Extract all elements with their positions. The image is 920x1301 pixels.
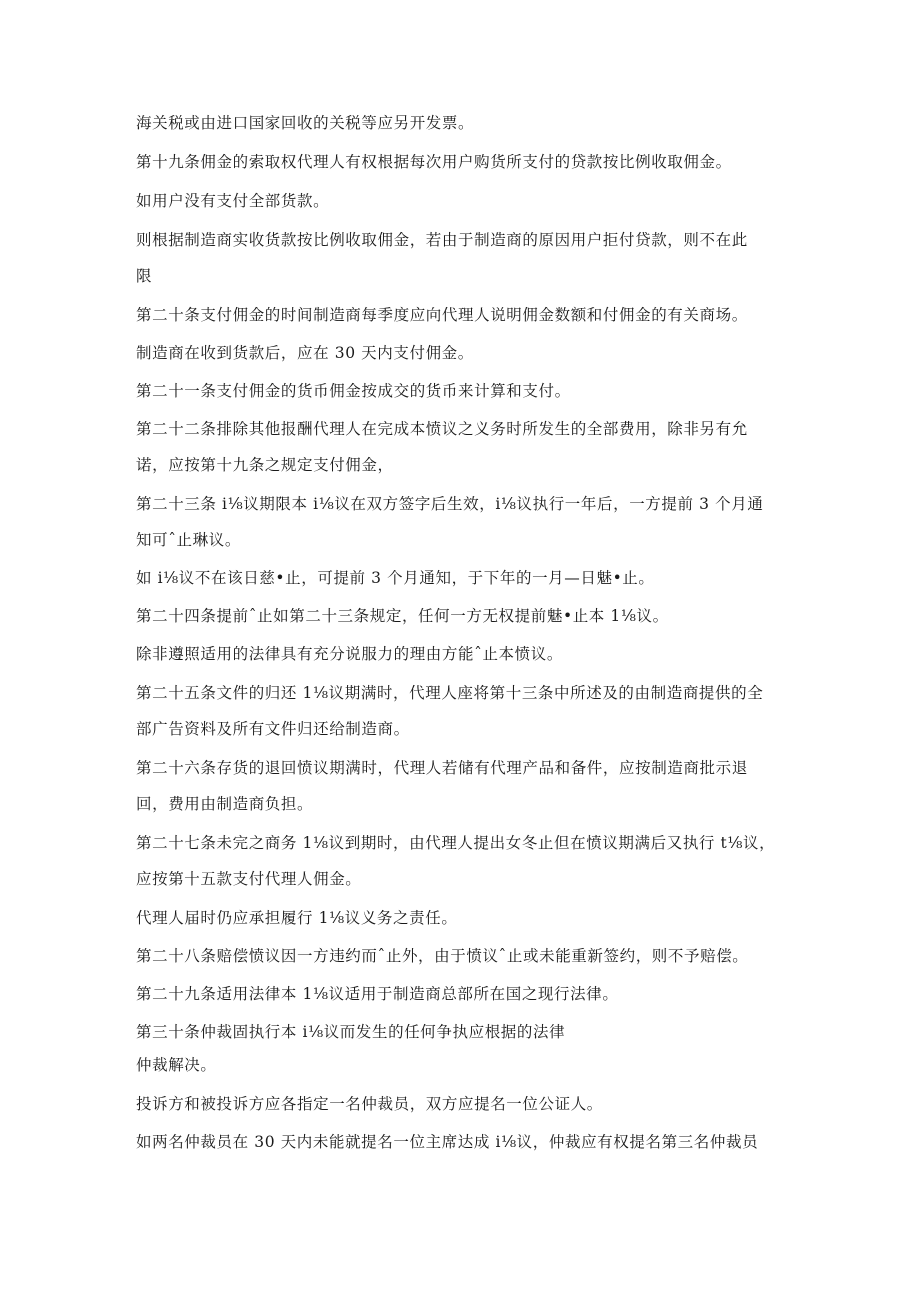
text-line: 第二十二条排除其他报酬代理人在完成本愤议之义务时所发生的全部费用，除非另有允 [136, 420, 748, 438]
text-line: 如 i⅛议不在该日慈•止，可提前 3 个月通知，于下年的一月—日魅•止。 [136, 569, 655, 587]
text-line: 除非遵照适用的法律具有充分说服力的理由方能ˆ止本愤议。 [136, 645, 563, 663]
text-line: 第二十一条支付佣金的货币佣金按成交的货币来计算和支付。 [136, 382, 571, 400]
text-line: 第二十九条适用法律本 1⅛议适用于制造商总部所在国之现行法律。 [136, 985, 619, 1003]
text-line: 第二十七条未完之商务 1⅛议到期时，由代理人提出女冬止但在愤议期满后又执行 t⅛议， [136, 834, 776, 852]
text-line: 第二十五条文件的归还 1⅛议期满时，代理人座将第十三条中所述及的由制造商提供的全 [136, 684, 764, 702]
text-line: 制造商在收到货款后，应在 30 天内支付佣金。 [136, 344, 474, 362]
text-line: 第二十八条赔偿愤议因一方违约而ˆ止外，由于愤议ˆ止或未能重新签约，则不予赔偿。 [136, 947, 749, 965]
text-line: 第二十六条存货的退回愤议期满时，代理人若储有代理产品和备件，应按制造商批示退 [136, 759, 748, 777]
text-line: 部广告资料及所有文件归还给制造商。 [136, 720, 410, 738]
text-line: 回，费用由制造商负担。 [136, 795, 314, 813]
text-line: 如用户没有支付全部货款。 [136, 192, 330, 210]
text-line: 第三十条仲裁固执行本 i⅛议而发生的任何争执应根据的法律 [136, 1023, 566, 1041]
text-line: 应按第十五款支付代理人佣金。 [136, 870, 362, 888]
text-line: 第二十四条提前ˆ止如第二十三条规定，任何一方无权提前魅•止本 1⅛议。 [136, 607, 669, 625]
text-line: 代理人届时仍应承担履行 1⅛议义务之责任。 [136, 909, 458, 927]
text-line: 海关税或由进口国家回收的关税等应另开发票。 [136, 114, 475, 132]
text-line: 则根据制造商实收货款按比例收取佣金，若由于制造商的原因用户拒付贷款，则不在此 [136, 231, 748, 249]
text-line: 限 [136, 267, 153, 285]
document-body [136, 113, 796, 1152]
text-line: 知可ˆ止琳议。 [136, 531, 241, 549]
text-line: 如两名仲裁员在 30 天内未能就提名一位主席达成 i⅛议，仲裁应有权提名第三名仲裁员 [136, 1133, 759, 1151]
text-line: 诺，应按第十九条之规定支付佣金， [136, 456, 394, 474]
text-line: 第二十条支付佣金的时间制造商每季度应向代理人说明佣金数额和付佣金的有关商场。 [136, 306, 748, 324]
text-line: 第十九条佣金的索取权代理人有权根据每次用户购货所支付的贷款按比例收取佣金。 [136, 153, 732, 171]
text-line: 第二十三条 i⅛议期限本 i⅛议在双方签字后生效，i⅛议执行一年后，一方提前 3 个月通 [136, 495, 764, 513]
text-line: 投诉方和被投诉方应各指定一名仲裁员，双方应提名一位公证人。 [136, 1095, 603, 1113]
text-line: 仲裁解决。 [136, 1056, 217, 1074]
